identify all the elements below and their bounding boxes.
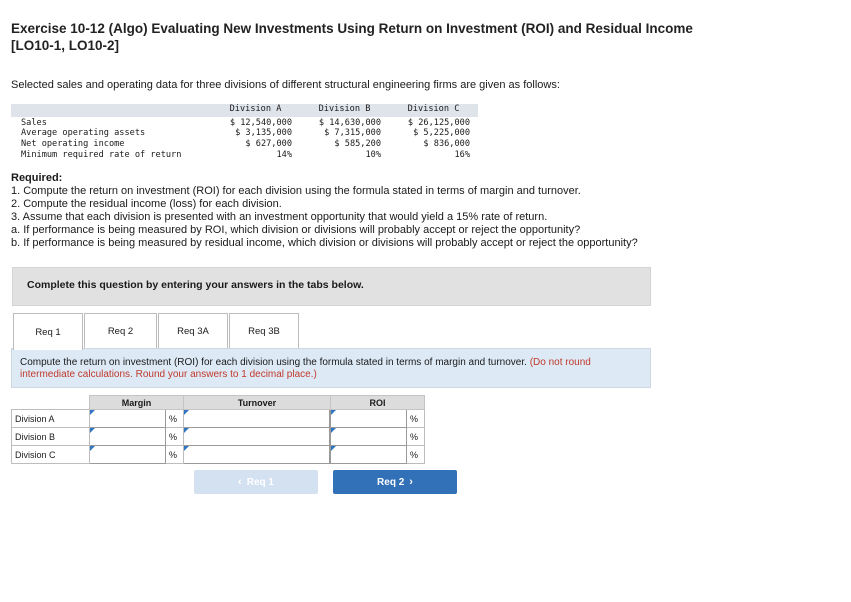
cell-value: 10% (365, 150, 381, 160)
header-division-b: Division B (300, 104, 389, 117)
row-label-division-c: Division C (12, 446, 90, 464)
cell-value: $ 836,000 (423, 139, 470, 149)
required-line: b. If performance is being measured by residual income, which division or divisions will probably accept or reject the opportunity? (11, 237, 638, 249)
percent-unit: % (166, 428, 184, 446)
percent-unit: % (407, 410, 425, 428)
header-division-a: Division A (211, 104, 300, 117)
cell-value: 16% (454, 150, 470, 160)
roi-input-division-a[interactable] (331, 411, 406, 427)
next-button-label: Req 2 (377, 476, 405, 488)
roi-input-division-b[interactable] (331, 429, 406, 445)
required-heading: Required: (11, 172, 63, 184)
prompt-box (12, 267, 651, 306)
margin-input-division-a[interactable] (90, 411, 165, 427)
header-turnover: Turnover (184, 396, 331, 410)
prompt-text: Complete this question by entering your answers in the tabs below. (27, 279, 364, 291)
chevron-right-icon: › (409, 476, 413, 488)
data-row-operating-assets (11, 128, 483, 139)
prev-req-button[interactable] (194, 470, 318, 494)
next-req-button[interactable] (333, 470, 457, 494)
header-roi: ROI (331, 396, 425, 410)
roi-input-division-c[interactable] (331, 447, 406, 463)
required-section (11, 172, 841, 250)
panel-instruction (20, 357, 645, 381)
turnover-input-division-c[interactable] (184, 447, 329, 463)
tab-panel (11, 348, 651, 388)
cell-value: $ 14,630,000 (318, 118, 381, 128)
tab-req-2[interactable]: Req 2 (84, 313, 157, 349)
table-row (12, 410, 425, 428)
percent-unit: % (407, 428, 425, 446)
percent-unit: % (407, 446, 425, 464)
prev-button-label: Req 1 (246, 476, 274, 488)
cell-value: $ 12,540,000 (229, 118, 292, 128)
tab-req-1[interactable]: Req 1 (13, 313, 83, 350)
cell-value: $ 3,135,000 (235, 128, 292, 138)
intro-text: Selected sales and operating data for three divisions of different structural engineering firms are given as follows: (11, 79, 560, 91)
row-label: Net operating income (21, 139, 125, 149)
data-table-header (11, 104, 483, 117)
table-row (12, 446, 425, 464)
tab-req-3a[interactable]: Req 3A (158, 313, 228, 349)
cell-value: 14% (276, 150, 292, 160)
answer-header-row (12, 396, 425, 410)
roi-answer-table (11, 395, 425, 464)
row-label: Average operating assets (21, 128, 146, 138)
rounding-note: (Do not round intermediate calculations. Round your answers to 1 decimal place.) (20, 357, 591, 380)
header-margin: Margin (90, 396, 184, 410)
row-label-division-a: Division A (12, 410, 90, 428)
cell-value: $ 627,000 (245, 139, 292, 149)
turnover-input-division-a[interactable] (184, 411, 329, 427)
percent-unit: % (166, 410, 184, 428)
header-division-c: Division C (389, 104, 478, 117)
cell-value: $ 585,200 (334, 139, 381, 149)
cell-value: $ 7,315,000 (324, 128, 381, 138)
division-data-table (11, 104, 483, 161)
margin-input-division-c[interactable] (90, 447, 165, 463)
margin-input-division-b[interactable] (90, 429, 165, 445)
instruction-text: Compute the return on investment (ROI) for each division using the formula stated in terms of margin and turnover. (20, 357, 527, 368)
required-line: 3. Assume that each division is presented with an investment opportunity that would yield a 15% rate of return. (11, 211, 548, 223)
cell-value: $ 5,225,000 (413, 128, 470, 138)
data-row-net-operating-income (11, 139, 483, 150)
required-line: 1. Compute the return on investment (ROI) for each division using the formula stated in terms of margin and turnover. (11, 185, 581, 197)
turnover-input-division-b[interactable] (184, 429, 329, 445)
table-row (12, 428, 425, 446)
row-label: Minimum required rate of return (21, 150, 182, 160)
chevron-left-icon: ‹ (238, 476, 242, 488)
required-line: 2. Compute the residual income (loss) for each division. (11, 198, 282, 210)
row-label-division-b: Division B (12, 428, 90, 446)
data-row-sales (11, 117, 483, 128)
exercise-title: Exercise 10-12 (Algo) Evaluating New Investments Using Return on Investment (ROI) and Residual Income [LO10-1, LO10-2] (11, 21, 693, 53)
required-line: a. If performance is being measured by ROI, which division or divisions will probably accept or reject the opportunity? (11, 224, 581, 236)
percent-unit: % (166, 446, 184, 464)
cell-value: $ 26,125,000 (407, 118, 470, 128)
tab-req-3b[interactable]: Req 3B (229, 313, 299, 349)
data-row-min-rate (11, 150, 483, 161)
row-label: Sales (21, 118, 47, 128)
